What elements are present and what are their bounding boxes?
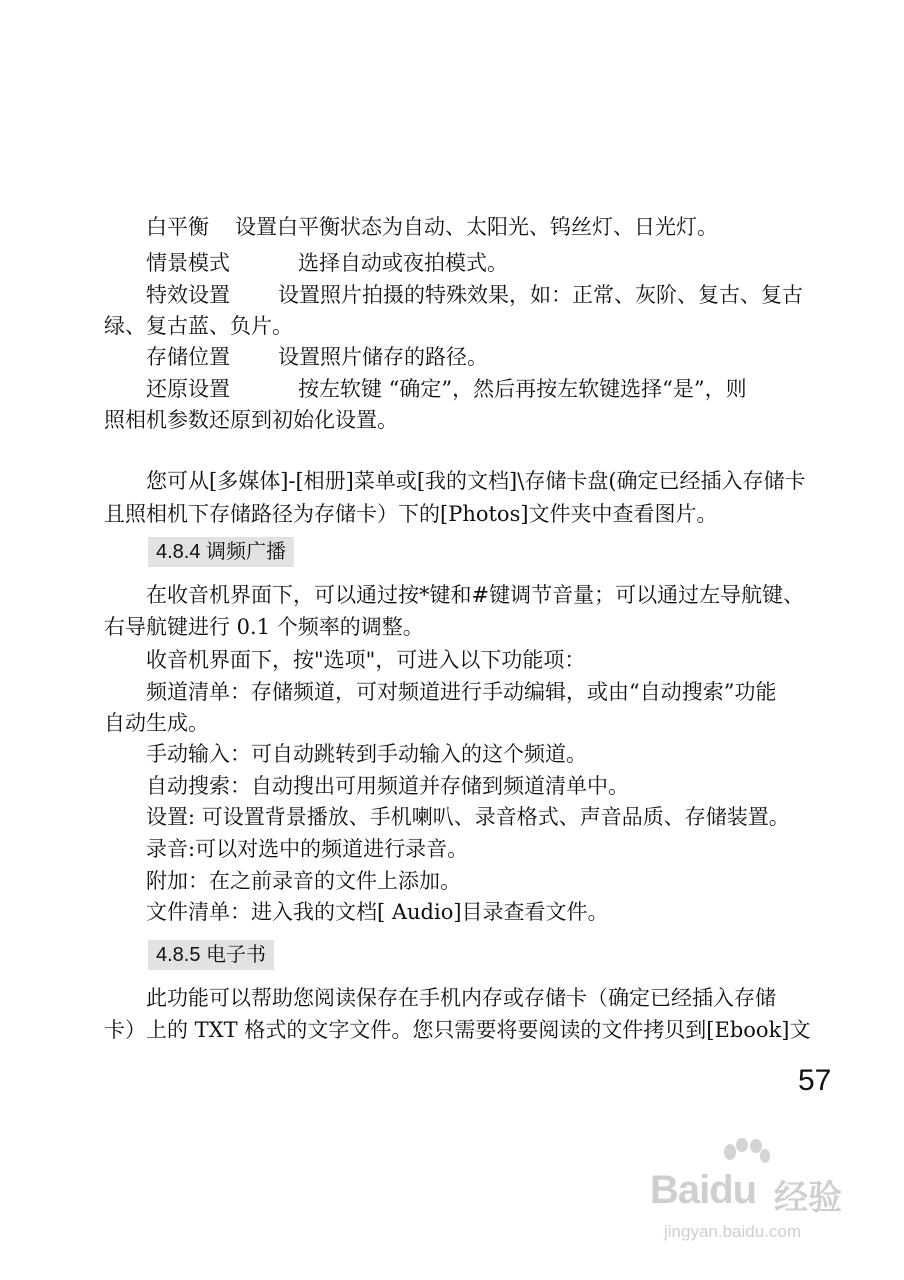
watermark-logo: Baidu [650, 1168, 757, 1212]
setting-term: 白平衡 [146, 215, 209, 239]
setting-desc: 按左软键 “确定”，然后再按左软键选择“是”，则 [298, 377, 747, 401]
fm-item-text: 进入我的文档[ Audio]目录查看文件。 [251, 900, 609, 924]
fm-item-settings [146, 802, 790, 832]
fm-item-auto-search [146, 771, 629, 801]
fm-item-label: 录音: [146, 837, 196, 861]
fm-item-label: 自动搜索： [146, 774, 251, 798]
watermark-cn: 经验 [774, 1178, 842, 1218]
setting-desc: 设置照片储存的路径。 [278, 345, 488, 369]
setting-term: 情景模式 [146, 251, 230, 275]
setting-scene-mode [146, 248, 508, 278]
setting-desc: 设置照片拍摄的特殊效果，如：正常、灰阶、复古、复古 [278, 283, 803, 307]
fm-item-manual-input [146, 739, 587, 769]
setting-term: 存储位置 [146, 345, 230, 369]
fm-para1-line1: 在收音机界面下，可以通过按*键和#键调节音量；可以通过左导航键、 [146, 583, 805, 607]
setting-storage [146, 342, 488, 372]
setting-desc: 设置白平衡状态为自动、太阳光、钨丝灯、日光灯。 [235, 215, 718, 239]
setting-effects [146, 280, 803, 310]
fm-para2: 收音机界面下，按"选项"，可进入以下功能项： [146, 648, 586, 672]
section-heading-fm: 4.8.4 调频广播 [148, 537, 294, 567]
setting-desc: 选择自动或夜拍模式。 [298, 251, 508, 275]
page-number: 57 [798, 1064, 832, 1097]
fm-item-text: 在之前录音的文件上添加。 [209, 869, 461, 893]
fm-item-label: 手动输入： [146, 742, 251, 766]
ebook-line2: 卡）上的 TXT 格式的文字文件。您只需要将要阅读的文件拷贝到[Ebook]文 [104, 1018, 811, 1042]
photo-note-line1: 您可从[多媒体]-[相册]菜单或[我的文档]\存储卡盘(确定已经插入存储卡 [146, 469, 806, 493]
setting-restore-cont: 照相机参数还原到初始化设置。 [104, 408, 398, 432]
fm-item-file-list [146, 897, 609, 927]
setting-term: 特效设置 [146, 283, 230, 307]
setting-term: 还原设置 [146, 377, 230, 401]
fm-item-text: 存储频道，可对频道进行手动编辑，或由“自动搜索”功能 [251, 680, 777, 704]
fm-item-append [146, 866, 461, 896]
setting-restore [146, 374, 747, 404]
fm-item-label: 频道清单： [146, 680, 251, 704]
baidu-watermark [636, 1138, 876, 1258]
ebook-line1: 此功能可以帮助您阅读保存在手机内存或存储卡（确定已经插入存储 [146, 986, 776, 1010]
fm-item-text: 自动搜出可用频道并存储到频道清单中。 [251, 774, 629, 798]
setting-effects-cont: 绿、复古蓝、负片。 [104, 314, 293, 338]
fm-item-text: 可自动跳转到手动输入的这个频道。 [251, 742, 587, 766]
fm-item-channel-list [146, 677, 776, 707]
setting-white-balance [146, 212, 718, 242]
watermark-url: jingyan.baidu.com [664, 1222, 802, 1241]
photo-note-line2: 且照相机下存储路径为存储卡）下的[Photos]文件夹中查看图片。 [104, 502, 718, 526]
fm-item-label: 文件清单： [146, 900, 251, 924]
fm-item-text: 可设置背景播放、手机喇叭、录音格式、声音品质、存储装置。 [201, 805, 790, 829]
fm-item-label: 设置: [146, 805, 202, 829]
fm-item-label: 附加： [146, 869, 209, 893]
fm-item-text: 可以对选中的频道进行录音。 [195, 837, 469, 861]
fm-item-channel-list-cont: 自动生成。 [104, 711, 209, 735]
fm-para1-line2: 右导航键进行 0.1 个频率的调整。 [104, 615, 424, 639]
section-heading-ebook: 4.8.5 电子书 [148, 940, 274, 970]
fm-item-record [146, 834, 468, 864]
